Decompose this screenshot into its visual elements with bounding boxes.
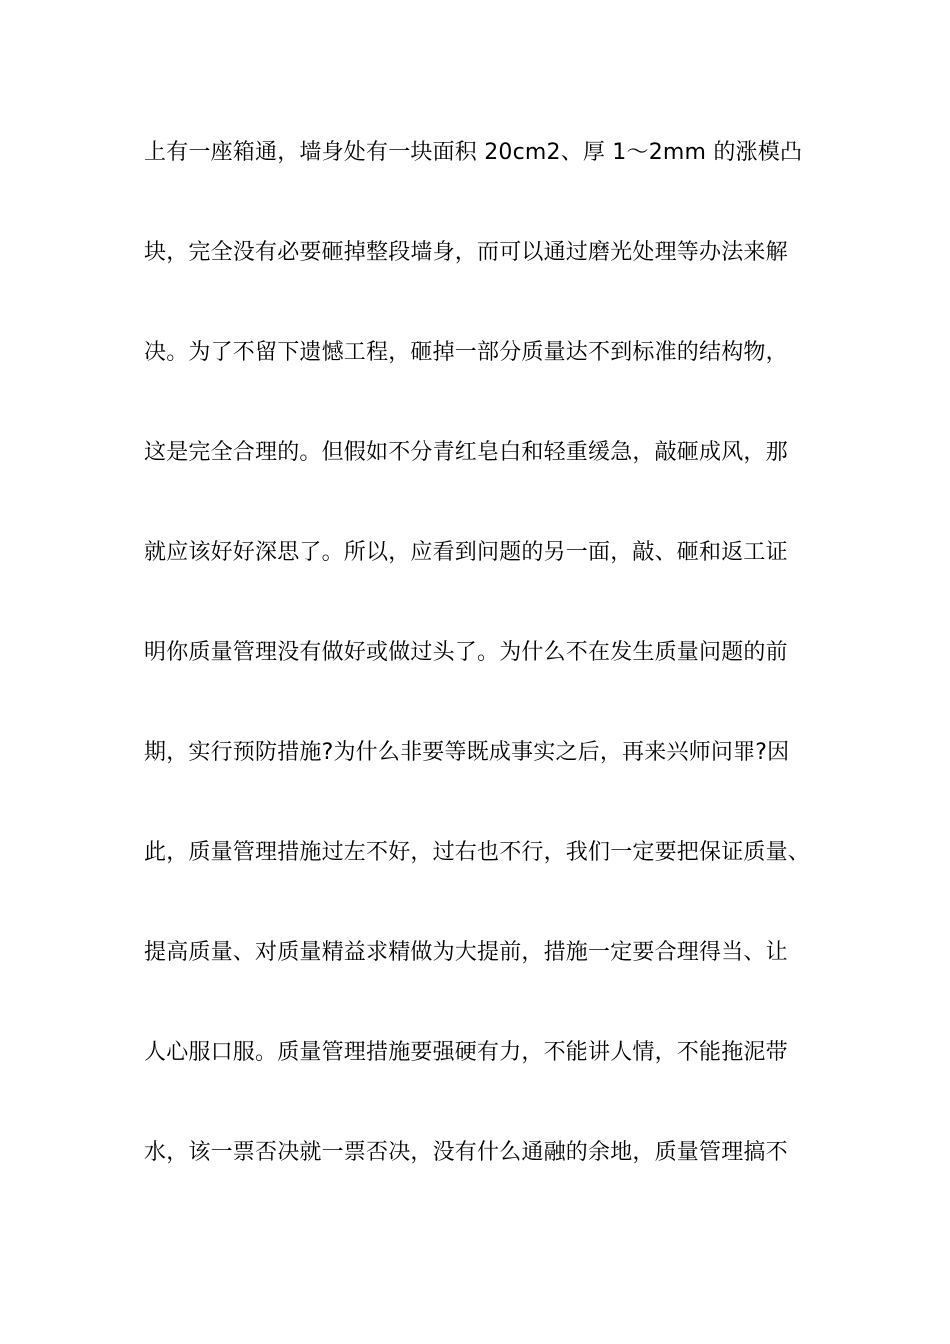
- text-line: 上有一座箱通，墙身处有一块面积 20cm2、厚 1～2mm 的涨模凸: [144, 140, 803, 165]
- text-line: 块，完全没有必要砸掉整段墙身，而可以通过磨光处理等办法来解: [144, 240, 788, 265]
- text-line: 这是完全合理的。但假如不分青红皂白和轻重缓急，敲砸成风，那: [144, 440, 788, 465]
- text-line: 此，质量管理措施过左不好，过右也不行，我们一定要把保证质量、: [144, 840, 811, 865]
- text-line: 决。为了不留下遗憾工程，砸掉一部分质量达不到标准的结构物，: [144, 340, 788, 365]
- text-line: 明你质量管理没有做好或做过头了。为什么不在发生质量问题的前: [144, 640, 788, 665]
- text-line: 人心服口服。质量管理措施要强硬有力，不能讲人情，不能拖泥带: [144, 1040, 788, 1065]
- text-line: 就应该好好深思了。所以，应看到问题的另一面，敲、砸和返工证: [144, 540, 788, 565]
- text-line: 期，实行预防措施?为什么非要等既成事实之后，再来兴师问罪?因: [144, 740, 790, 765]
- body-text: [144, 128, 844, 1228]
- text-line: 提高质量、对质量精益求精做为大提前，措施一定要合理得当、让: [144, 940, 788, 965]
- text-line: 水，该一票否决就一票否决，没有什么通融的余地，质量管理搞不: [144, 1140, 788, 1165]
